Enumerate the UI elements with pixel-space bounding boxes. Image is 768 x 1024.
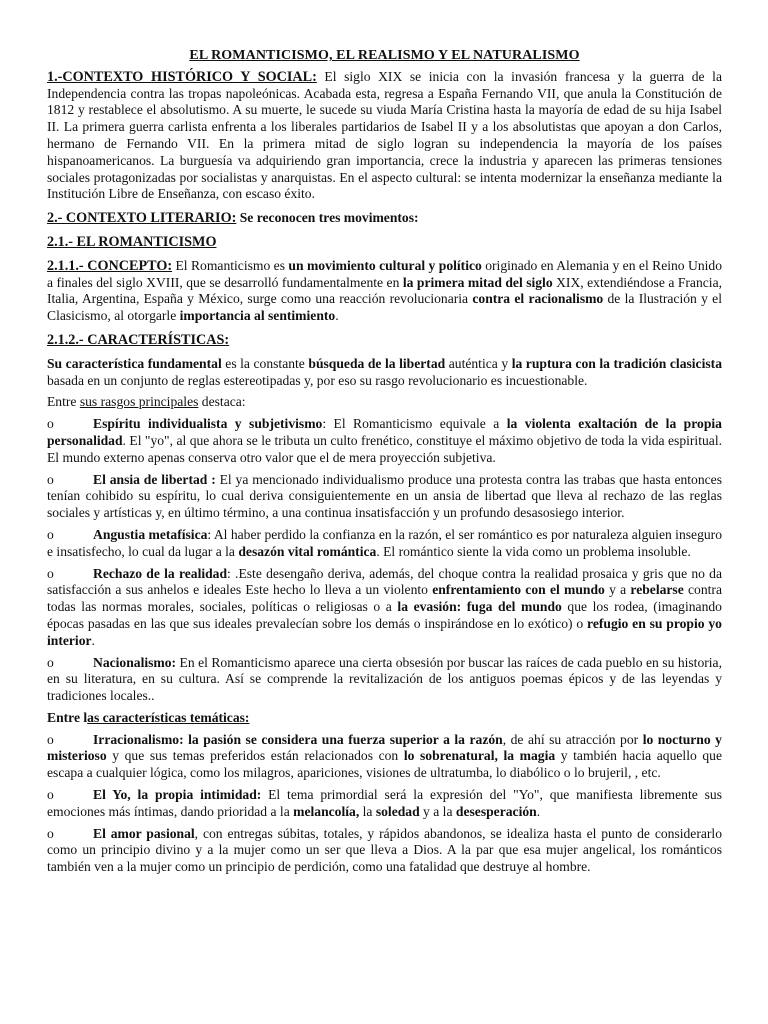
bullet-marker: o <box>47 526 54 542</box>
caracteristicas-heading: 2.1.2.- CARACTERÍSTICAS: <box>47 331 230 348</box>
bullet-marker: o <box>47 471 54 487</box>
list-item-individualismo: o Espíritu individualista y subjetivismo: El Romanticismo equivale a la violenta exaltación de la propia personalidad. El "yo", al que ahora se le tributa un culto frenético, constituye el máximo objetivo de toda la vida espiritual. El mundo externo apenas conserva otro valor que el de mera proyección subjetiva. <box>47 416 722 465</box>
rasgos-intro: Entre sus rasgos principales destaca: <box>47 394 246 410</box>
list-item-irracionalismo: o Irracionalismo: la pasión se considera una fuerza superior a la razón, de ahí su atracción por lo nocturno y misterioso y que sus temas preferidos están relacionados con lo sobrenatural, la magia y también hacia aquello que escapa a cualquier lógica, como los milagros, apariciones, visiones de ultratumba, lo diabólico o lo brujeril, , etc. <box>47 731 722 781</box>
bullet-marker: o <box>47 565 54 581</box>
list-item-amor: o El amor pasional, con entregas súbitas, totales, y rápidos abandonos, se idealiza hasta el punto de considerarlo como un principio divino y a la mujer como un ser que lleva a Dios. A la par que esa mujer angelical, los románticos también ven a la mujer como un principio de perdición, como una fatalidad que destruye al hombre. <box>47 825 723 875</box>
document-title: EL ROMANTICISMO, EL REALISMO Y EL NATURALISMO <box>189 48 580 63</box>
bullet-marker: o <box>47 654 54 670</box>
list-item-angustia: o Angustia metafísica: Al haber perdido la confianza en la razón, el ser romántico es por naturaleza alguien inseguro e insatisfecho, lo cual da lugar a la desazón vital romántica. El romántico siente la vida como un problema insoluble. <box>47 526 722 559</box>
tematicas-intro: Entre las características temáticas: <box>47 709 250 725</box>
bullet-marker: o <box>47 825 54 841</box>
section-2-paragraph: 2.- CONTEXTO LITERARIO: Se reconocen tres movimentos: <box>47 210 419 227</box>
section-1-paragraph: 1.-CONTEXTO HISTÓRICO Y SOCIAL: El siglo XIX se inicia con la invasión francesa y la guerra de la Independencia contra las tropas napoleónicas. Acabada esta, regresa a España Fernando VII, que anula la Constitución de 1812 y restablece el absolutismo. A su muerte, le sucede su viuda María Cristina hasta la mayoría de edad de su hija Isabel II. La primera guerra carlista enfrenta a los liberales partidarios de Isabel II y a los absolutistas que apoyan a don Carlos, hermano de Fernando VII. En la primera mitad de siglo logran su independencia la mayoría de los países hispanoamericanos. La burguesía va adquiriendo gran importancia, crece la industria y aparecen las primeras tensiones sociales protagonizadas por socialistas y anarquistas. En el aspecto cultural: se intenta modernizar la enseñanza mediante la Institución Libre de Enseñanza, con escaso éxito. <box>47 68 722 202</box>
section-2-heading: 2.- CONTEXTO LITERARIO: <box>47 210 237 227</box>
list-item-yo: o El Yo, la propia intimidad: El tema primordial será la expresión del "Yo", que manifiesta libremente sus emociones más íntimas, dando prioridad a la melancolía, la soledad y a la desesperación. <box>47 787 722 819</box>
section-1-heading: 1.-CONTEXTO HISTÓRICO Y SOCIAL: <box>47 68 317 85</box>
list-item-rechazo: o Rechazo de la realidad: .Este desengaño deriva, además, del choque contra la realidad prosaica y gris que no da satisfacción a sus anhelos e ideales Este hecho lo lleva a un violento enfrentamiento con el mundo y a rebelarse contra todas las normas morales, sociales, políticas o religiosas o a la evasión: fuga del mundo que los rodea, (imaginando épocas pasadas en las que sus ideales prevalecían sobre los demás o inspirándose en lo exótico) o refugio en su propio yo interior. <box>47 565 722 648</box>
list-item-libertad: o El ansia de libertad : El ya mencionado individualismo produce una protesta contra las trabas que hasta entonces tenían cohibido su espíritu, lo cual deriva consiguientemente en un ansia de libertad que lleva al rechazo de las reglas sociales y artísticas y, en último término, a una continua insatisfacción y un profundo desasosiego interior. <box>47 471 723 521</box>
caracteristicas-intro: Su característica fundamental es la constante búsqueda de la libertad auténtica y la ruptura con la tradición clasicista basada en un conjunto de reglas estereotipadas y, por eso su rasgo revolucionario es incuestionable. <box>47 355 722 388</box>
list-item-nacionalismo: o Nacionalismo: En el Romanticismo aparece una cierta obsesión por buscar las raíces de cada pueblo en su historia, en su literatura, en su cultura. Así se comprende la revitalización de los antiguos poemas épicos y de las leyendas y tradiciones locales.. <box>47 654 722 704</box>
bullet-marker: o <box>47 731 54 747</box>
concepto-heading: 2.1.1.- CONCEPTO: <box>47 257 173 274</box>
bullet-marker: o <box>47 787 54 803</box>
section-2-1-heading: 2.1.- EL ROMANTICISMO <box>47 233 217 250</box>
concepto-paragraph: 2.1.1.- CONCEPTO: El Romanticismo es un movimiento cultural y político originado en Alemania y en el Reino Unido a finales del siglo XVIII, que se desarrolló fundamentalmente en la primera mitad del siglo XIX, extendiéndose a Francia, Italia, Argentina, España y México, surge como una reacción revolucionaria contra el racionalismo de la Ilustración y el Clasicismo, al otorgarle importancia al sentimiento. <box>47 257 723 324</box>
bullet-marker: o <box>47 416 54 432</box>
